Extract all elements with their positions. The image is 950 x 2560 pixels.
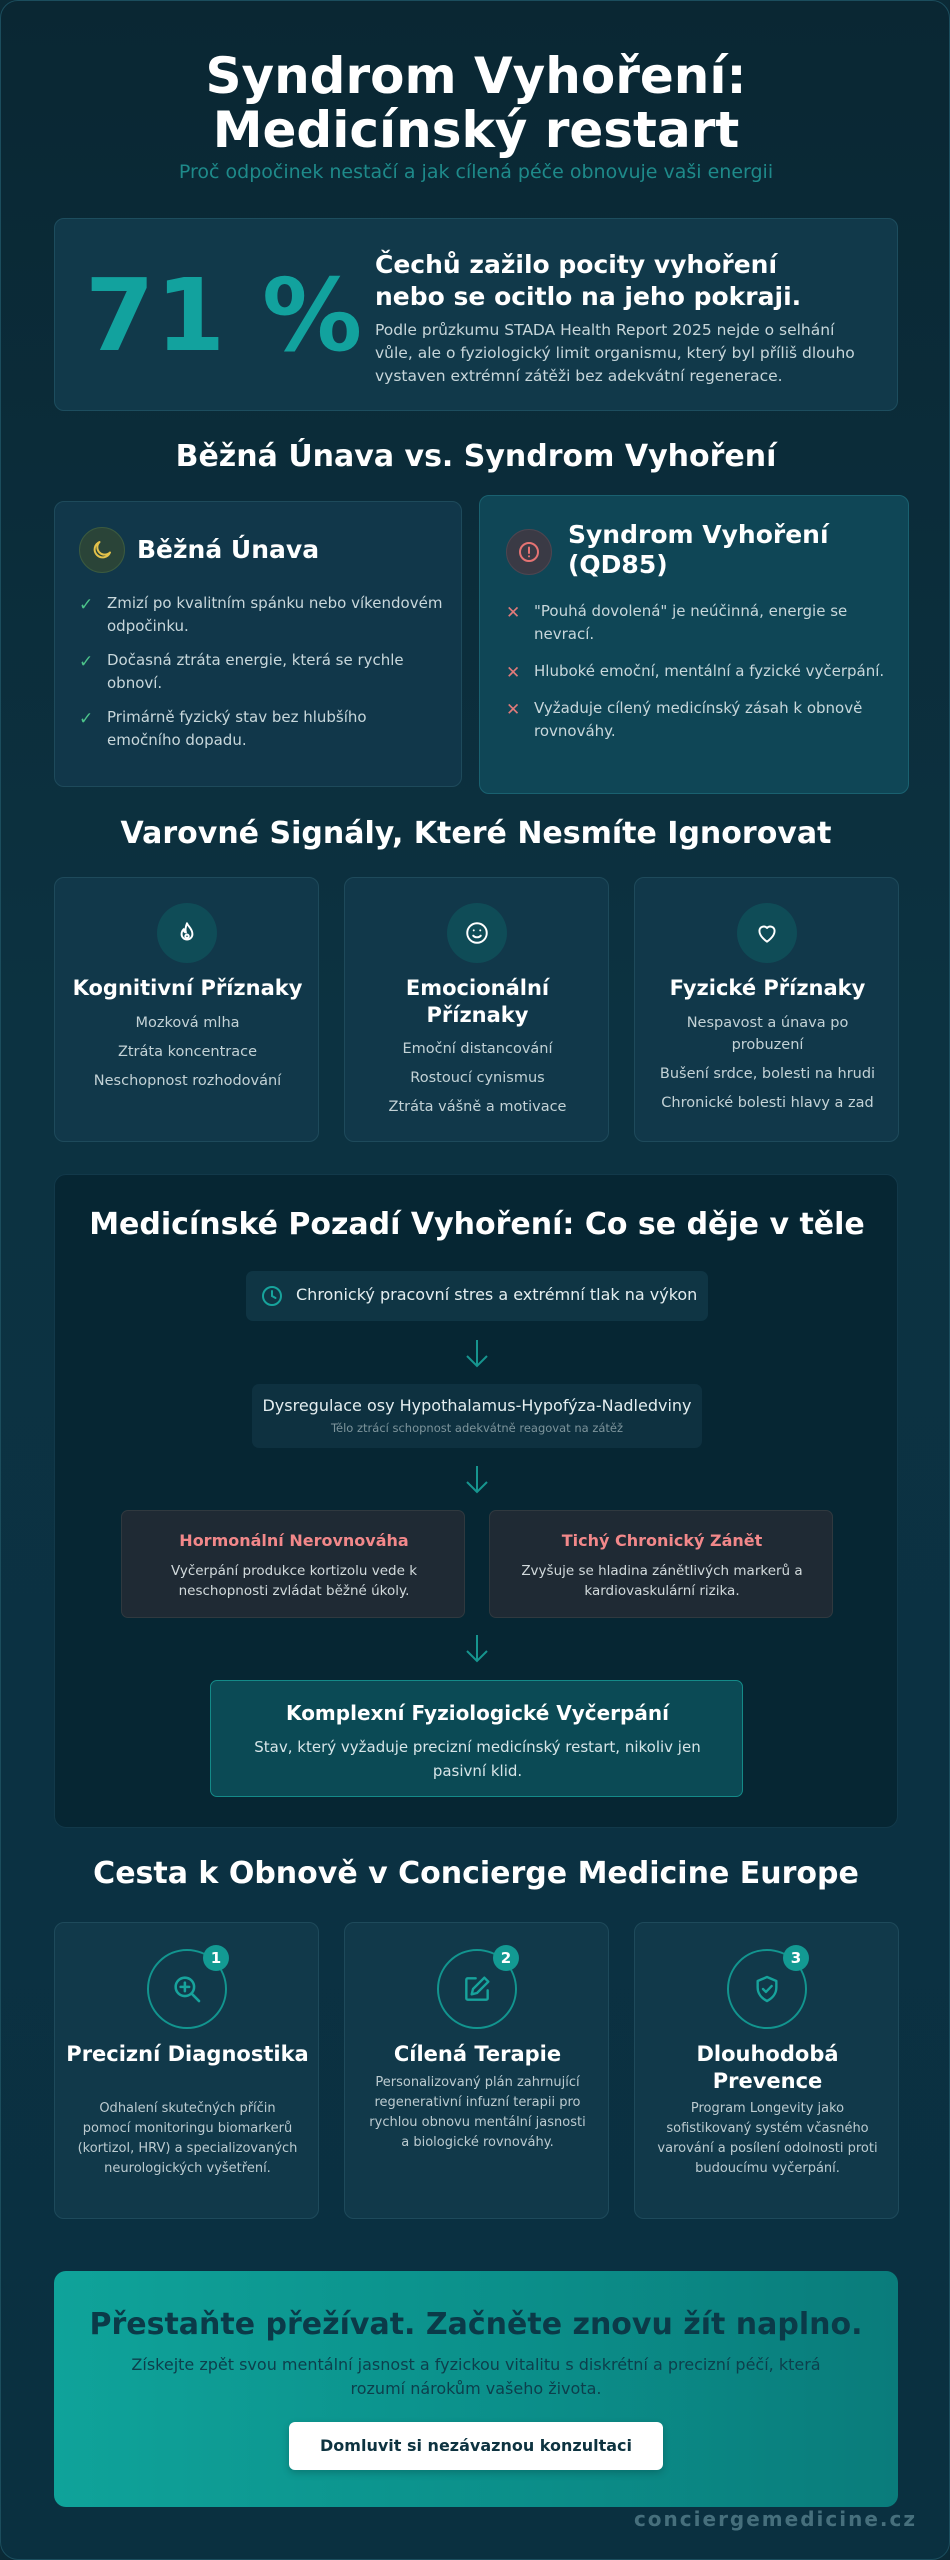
fatigue-card	[54, 501, 462, 787]
stat-description: Podle průzkumu STADA Health Report 2025 nejde o selhání vůle, ale o fyziologický limit organismu, který byl příliš dlouho vystaven extrémní zátěži bez adekvátní regenerace.	[375, 321, 855, 385]
stress-box	[246, 1271, 708, 1321]
moon-icon	[79, 527, 125, 573]
burnout-card	[479, 495, 909, 794]
step-number-badge: 3	[783, 1945, 809, 1971]
inflammation-text: Zvyšuje se hladina zánětlivých markerů a kardiovaskulární rizika.	[521, 1563, 803, 1599]
page-title: Syndrom Vyhoření: Medicínský restart	[205, 47, 747, 159]
step-description: Program Longevity jako sofistikovaný systém včasného varování a posílení odolnosti proti budoucímu vyčerpání.	[657, 2101, 878, 2176]
list-item: Nespavost a únava po probuzení	[686, 1015, 849, 1053]
exhaustion-heading: Komplexní Fyziologické Vyčerpání	[286, 1701, 669, 1725]
list-item: Ztráta koncentrace	[117, 1044, 258, 1060]
medical-title: Medicínské Pozadí Vyhoření: Co se děje v těle	[89, 1207, 865, 1242]
alert-circle-icon	[506, 529, 552, 575]
cta-heading: Přestaňte přežívat. Začněte znovu žít naplno.	[89, 2307, 863, 2342]
consultation-button[interactable]: Domluvit si nezávaznou konzultaci	[289, 2422, 663, 2470]
hpa-axis-subtitle: Tělo ztrácí schopnost adekvátně reagovat na zátěž	[330, 1421, 624, 1435]
footer-domain[interactable]: conciergemedicine.cz	[633, 2507, 917, 2531]
stat-headline: Čechů zažilo pocity vyhoření nebo se ocitlo na jeho pokraji.	[375, 250, 802, 311]
step-heading: Precizní Diagnostika	[66, 2042, 309, 2066]
fatigue-heading: Běžná Únava	[137, 535, 320, 564]
list-item: Neschopnost rozhodování	[93, 1073, 282, 1089]
list-item: ✓ Primárně fyzický stav bez hlubšího emočního dopadu.	[79, 708, 367, 749]
step-heading: Dlouhodobá Prevence	[696, 2042, 839, 2093]
list-item: Chronické bolesti hlavy a zad	[661, 1095, 874, 1111]
comparison-title: Běžná Únava vs. Syndrom Vyhoření	[175, 439, 777, 474]
signal-card-physical	[634, 877, 899, 1142]
list-item: Emoční distancování	[402, 1041, 553, 1057]
list-item: Mozková mlha	[135, 1015, 240, 1031]
list-item: ✕ Vyžaduje cílený medicínský zásah k obnově rovnováhy.	[506, 699, 863, 740]
step-card-therapy	[344, 1922, 609, 2219]
exhaustion-box	[210, 1680, 743, 1797]
stat-card	[54, 218, 898, 411]
step-description: Odhalení skutečných příčin pomocí monitoringu biomarkerů (kortizol, HRV) a specializovaných neurologických vyšetření.	[77, 2101, 298, 2176]
list-item: ✕ Hluboké emoční, mentální a fyzické vyčerpání.	[506, 662, 885, 683]
heart-icon	[737, 903, 797, 963]
signals-title: Varovné Signály, Které Nesmíte Ignorovat	[120, 816, 832, 851]
list-item: Bušení srdce, bolesti na hrudi	[659, 1066, 876, 1082]
step-card-diagnostics	[54, 1922, 319, 2219]
signal-heading: Kognitivní Příznaky	[72, 976, 303, 1000]
stat-value: 71 %	[85, 257, 364, 374]
step-number-badge: 2	[493, 1945, 519, 1971]
signal-card-emotional	[344, 877, 609, 1142]
arrow-down-icon	[463, 1633, 491, 1665]
fatigue-list	[79, 592, 444, 763]
burnout-heading: Syndrom Vyhoření (QD85)	[568, 520, 829, 579]
signal-card-cognitive	[54, 877, 319, 1142]
hormonal-heading: Hormonální Nerovnováha	[179, 1531, 409, 1550]
signal-heading: Emocionální Příznaky	[405, 976, 550, 1027]
hpa-axis-title: Dysregulace osy Hypothalamus-Hypofýza-Nadledviny	[262, 1396, 692, 1415]
exhaustion-text: Stav, který vyžaduje precizní medicínský restart, nikoliv jen pasivní klid.	[254, 1738, 701, 1780]
cta-text: Získejte zpět svou mentální jasnost a fyzickou vitalitu s diskrétní a precizní péčí, která rozumí nárokům vašeho života.	[131, 2355, 821, 2398]
list-item: Ztráta vášně a motivace	[388, 1099, 567, 1115]
hpa-axis-box	[252, 1384, 702, 1448]
step-heading: Cílená Terapie	[393, 2042, 562, 2066]
stress-text: Chronický pracovní stres a extrémní tlak na výkon	[296, 1285, 698, 1304]
step-card-prevention	[634, 1922, 899, 2219]
hormonal-text: Vyčerpání produkce kortizolu vede k neschopnosti zvládat běžné úkoly.	[170, 1563, 418, 1599]
smile-icon	[447, 903, 507, 963]
medical-background-panel	[54, 1174, 898, 1828]
recovery-title: Cesta k Obnově v Concierge Medicine Europe	[93, 1856, 859, 1891]
signal-items	[69, 1012, 306, 1099]
inflammation-heading: Tichý Chronický Zánět	[561, 1531, 763, 1550]
brain-flame-icon	[157, 903, 217, 963]
clock-icon	[260, 1284, 284, 1312]
list-item: Rostoucí cynismus	[410, 1070, 545, 1086]
list-item: ✓ Zmizí po kvalitním spánku nebo víkendovém odpočinku.	[79, 594, 443, 635]
signal-items	[359, 1038, 596, 1125]
step-number-badge: 1	[203, 1945, 229, 1971]
list-item: ✓ Dočasná ztráta energie, která se rychle obnoví.	[79, 651, 404, 692]
arrow-down-icon	[463, 1338, 491, 1370]
list-item: ✕ "Pouhá dovolená" je neúčinná, energie se nevrací.	[506, 602, 848, 643]
page-subtitle: Proč odpočinek nestačí a jak cílená péče obnovuje vaši energii	[178, 161, 774, 183]
cta-banner	[54, 2271, 898, 2507]
inflammation-box	[489, 1510, 833, 1618]
arrow-down-icon	[463, 1464, 491, 1496]
signal-items	[649, 1012, 886, 1121]
step-description: Personalizovaný plán zahrnující regenerativní infuzní terapii pro rychlou obnovu mentální jasnosti a biologické rovnováhy.	[369, 2075, 586, 2150]
signal-heading: Fyzické Příznaky	[669, 976, 866, 1000]
hormonal-box	[121, 1510, 465, 1618]
burnout-list	[506, 600, 891, 754]
